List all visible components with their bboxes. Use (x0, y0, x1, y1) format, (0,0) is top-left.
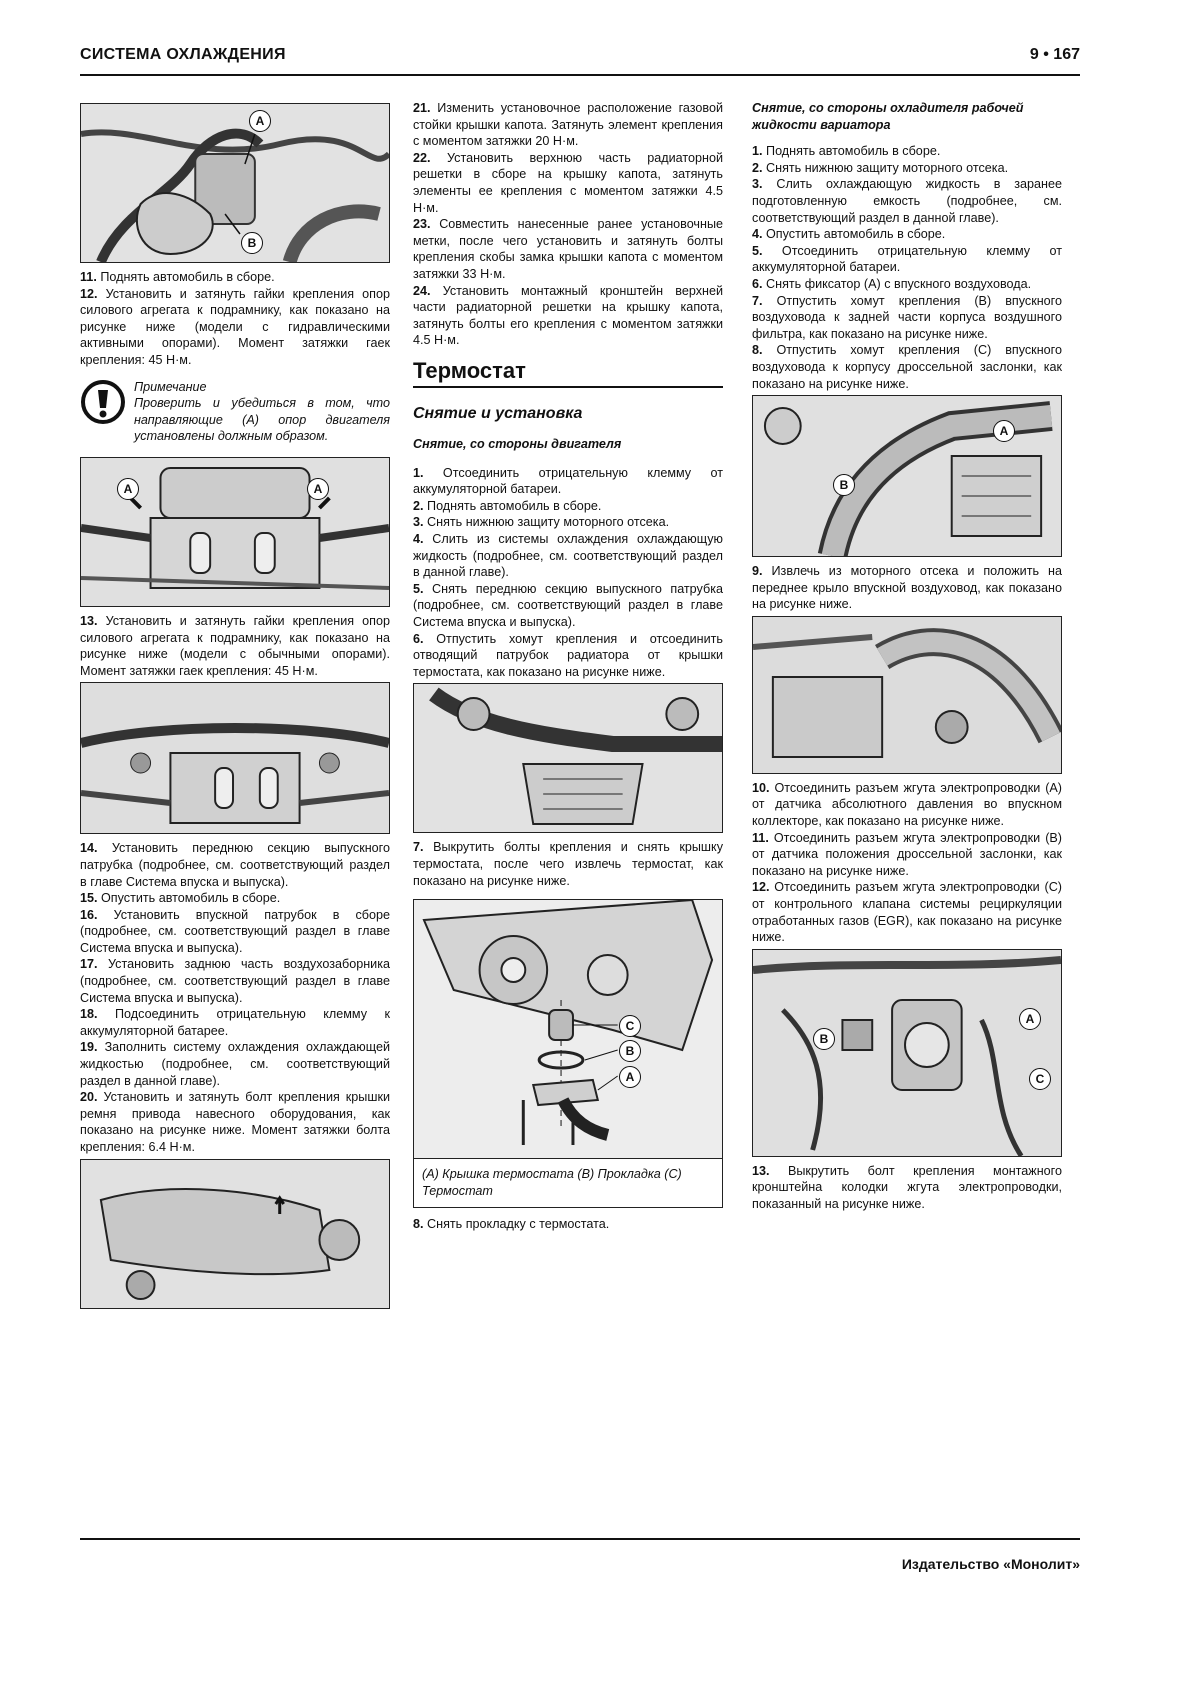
cvt-step-9: 9. Извлечь из моторного отсека и положить на переднее крыло впускной воздуховод, как показано на рисунке ниже. (752, 564, 1062, 612)
step-number: 11. (80, 270, 101, 284)
callout-a-right: A (307, 478, 329, 500)
remove-step-1: 1. Отсоединить отрицательную клемму от аккумуляторной батареи. (413, 465, 723, 497)
remove-step-5: 5. Снять переднюю секцию выпускного патрубка (подробнее, см. соответствующий раздел в главе Система впуска и выпуска). (413, 581, 723, 630)
section-title: Термостат (413, 363, 723, 388)
intake-duct-photo (752, 395, 1062, 557)
column-3 (752, 100, 1062, 1213)
step-number: 13. (80, 613, 106, 628)
step-number: 21. (413, 101, 438, 115)
step-14: 14. Установить переднюю секцию выпускного патрубка (подробнее, см. соответствующий раздел в главе Система впуска и выпуска). (80, 841, 390, 889)
remove-step-4: 4. Слить из системы охлаждения охлаждающую жидкость (подробнее, см. соответствующий раздел в данной главе). (413, 532, 723, 580)
belt-cover-photo (80, 1159, 390, 1309)
throttle-body-photo (752, 949, 1062, 1157)
callout-a-left: A (117, 478, 139, 500)
subsection-title: Снятие и установка (413, 404, 583, 422)
step-23: 23. Совместить нанесенные ранее установочные метки, после чего установить и затянуть болты крепления скобы замка крышки капота с моментом затяжки 33 Н·м. (413, 217, 723, 281)
cvt-step-1: 1. Поднять автомобиль в сборе. (752, 144, 941, 159)
step-number: 4. (752, 227, 767, 242)
step-18: 18. Подсоединить отрицательную клемму к аккумуляторной батарее. (80, 1007, 390, 1038)
callout-c: C (619, 1015, 641, 1037)
note-block (80, 379, 390, 445)
step-number: 6. (752, 276, 767, 291)
callout-b: B (813, 1028, 835, 1050)
page-header (80, 46, 1080, 72)
callout-a: A (993, 420, 1015, 442)
cvt-step-2: 2. Снять нижнюю защиту моторного отсека. (752, 160, 1009, 175)
remove-step-6: 6. Отпустить хомут крепления и отсоединить отводящий патрубок радиатора от крышки термостата, как показано на рисунке ниже. (413, 631, 723, 679)
step-number: 3. (752, 177, 777, 192)
engine-photo-1 (80, 103, 390, 263)
callout-b: B (833, 474, 855, 496)
engine-bay-photo (752, 616, 1062, 774)
step-17: 17. Установить заднюю часть воздухозаборника (подробнее, см. соответствующий раздел в главе Система впуска и выпуска). (80, 957, 390, 1005)
step-number: 6. (413, 631, 437, 646)
step-12: 12. Установить и затянуть гайки крепления опор силового агрегата к подрамнику, как показано на рисунке ниже (модели с гидравлическими активными опорами). Момент затяжки гаек крепления: 45 Н·м. (80, 286, 390, 367)
step-number: 20. (80, 1090, 104, 1105)
note-text: Проверить и убедиться в том, что направляющие (А) опор двигателя установлены должным образом. (134, 396, 390, 444)
footer-rule (80, 1538, 1080, 1540)
publisher: Издательство «Монолит» (901, 1556, 1080, 1572)
step-24: 24. Установить монтажный кронштейн верхней части радиаторной решетки на крышку капота, затянуть болты его крепления с моментом затяжки 4.5 Н·м. (413, 283, 723, 348)
step-15: 15. Опустить автомобиль в сборе. (80, 891, 281, 906)
cvt-step-10: 10. Отсоединить разъем жгута электропроводки (А) от датчика абсолютного давления во впускном коллекторе, как показано на рисунке ниже. (752, 780, 1062, 829)
remove-step-8: 8. Снять прокладку с термостата. (413, 1217, 610, 1232)
step-19: 19. Заполнить систему охлаждения охлаждающей жидкостью (подробнее, см. соответствующий раздел в данной главе). (80, 1040, 390, 1088)
subsubsection-title-cvt: Снятие, со стороны охладителя рабочей жидкости вариатора (752, 101, 1024, 132)
column-1 (80, 100, 390, 1315)
page-number: 9 • 167 (1029, 46, 1080, 63)
step-number: 4. (413, 532, 433, 547)
step-number: 13. (752, 1163, 788, 1178)
cvt-step-7: 7. Отпустить хомут крепления (В) впускного воздуховода к задней части корпуса воздушного фильтра, как показано на рисунке ниже. (752, 293, 1062, 341)
step-number: 9. (752, 564, 772, 579)
step-number: 5. (413, 581, 433, 596)
step-22: 22. Установить верхнюю часть радиаторной решетки в сборе на крышку капота, затянуть элементы ее крепления с моментом затяжки 4.5 Н·м. (413, 150, 723, 215)
column-2 (413, 100, 723, 1233)
note-title: Примечание (134, 379, 207, 394)
step-number: 22. (413, 150, 447, 165)
step-number: 19. (80, 1040, 105, 1055)
callout-b: B (619, 1040, 641, 1062)
step-20: 20. Установить и затянуть болт крепления крышки ремня привода навесного оборудования, как показано на рисунке ниже. Момент затяжки болта крепления: 6.4 Н·м. (80, 1090, 390, 1154)
step-number: 24. (413, 283, 443, 298)
remove-step-7: 7. Выкрутить болты крепления и снять крышку термостата, после чего извлечь термостат, как показано на рисунке ниже. (413, 840, 723, 888)
step-21: 21. Изменить установочное расположение газовой стойки крышки капота. Затянуть элемент крепления с моментом затяжки 20 Н·м. (413, 101, 723, 149)
cvt-step-6: 6. Снять фиксатор (А) с впускного воздуховода. (752, 276, 1032, 291)
step-11: 11. Поднять автомобиль в сборе. (80, 270, 275, 284)
callout-a: A (619, 1066, 641, 1088)
step-number: 7. (413, 840, 434, 855)
step-number: 11. (752, 830, 774, 845)
callout-c: C (1029, 1068, 1051, 1090)
step-number: 2. (752, 160, 767, 175)
step-16: 16. Установить впускной патрубок в сборе (подробнее, см. соответствующий раздел в главе Система впуска и выпуска). (80, 907, 390, 955)
cvt-step-12: 12. Отсоединить разъем жгута электропроводки (С) от контрольного клапана системы рециркуляции отработанных газов (EGR), как показано на рисунке ниже. (752, 880, 1062, 945)
callout-b: B (241, 232, 263, 254)
cvt-step-8: 8. Отпустить хомут крепления (С) впускного воздуховода к корпусу дроссельной заслонки, как показано на рисунке ниже. (752, 343, 1062, 391)
step-number: 3. (413, 515, 428, 530)
header-rule (80, 74, 1080, 76)
cvt-step-4: 4. Опустить автомобиль в сборе. (752, 227, 946, 242)
step-number: 23. (413, 217, 440, 232)
step-13: 13. Установить и затянуть гайки крепления опор силового агрегата к подрамнику, как показано на рисунке ниже (модели с обычными опорами). Момент затяжки гаек крепления: 45 Н·м. (80, 613, 390, 678)
cvt-step-3: 3. Слить охлаждающую жидкость в заранее подготовленную емкость (подробнее, см. соответствующий раздел в данной главе). (752, 177, 1062, 225)
step-number: 16. (80, 907, 114, 922)
remove-step-3: 3. Снять нижнюю защиту моторного отсека. (413, 515, 670, 530)
callout-a: A (249, 110, 271, 132)
step-number: 2. (413, 498, 428, 513)
step-number: 1. (752, 144, 767, 159)
cvt-step-13: 13. Выкрутить болт крепления монтажного кронштейна колодки жгута электропроводки, показанный на рисунке ниже. (752, 1163, 1062, 1211)
subsubsection-title: Снятие, со стороны двигателя (413, 437, 622, 452)
step-number: 14. (80, 841, 112, 856)
diagram-caption: (A) Крышка термостата (B) Прокладка (C) Термостат (413, 1158, 723, 1208)
cvt-step-5: 5. Отсоединить отрицательную клемму от аккумуляторной батареи. (752, 243, 1062, 275)
step-number: 15. (80, 891, 102, 906)
step-number: 1. (413, 465, 443, 480)
radiator-hose-photo (413, 683, 723, 833)
subframe-photo-2 (80, 682, 390, 834)
step-number: 18. (80, 1007, 115, 1022)
step-number: 5. (752, 243, 782, 258)
thermostat-exploded-diagram (413, 899, 723, 1159)
running-title: СИСТЕМА ОХЛАЖДЕНИЯ (80, 46, 286, 63)
step-number: 10. (752, 780, 775, 795)
subframe-photo-1 (80, 457, 390, 607)
exclamation-icon (80, 379, 126, 425)
step-number: 7. (752, 293, 777, 308)
step-number: 12. (752, 880, 775, 895)
cvt-step-11: 11. Отсоединить разъем жгута электропроводки (В) от датчика положения дроссельной заслонки, как показано на рисунке ниже. (752, 830, 1062, 878)
callout-a: A (1019, 1008, 1041, 1030)
step-number: 8. (752, 343, 777, 358)
step-number: 12. (80, 286, 106, 301)
step-number: 8. (413, 1217, 428, 1232)
remove-step-2: 2. Поднять автомобиль в сборе. (413, 498, 602, 513)
step-number: 17. (80, 957, 108, 972)
